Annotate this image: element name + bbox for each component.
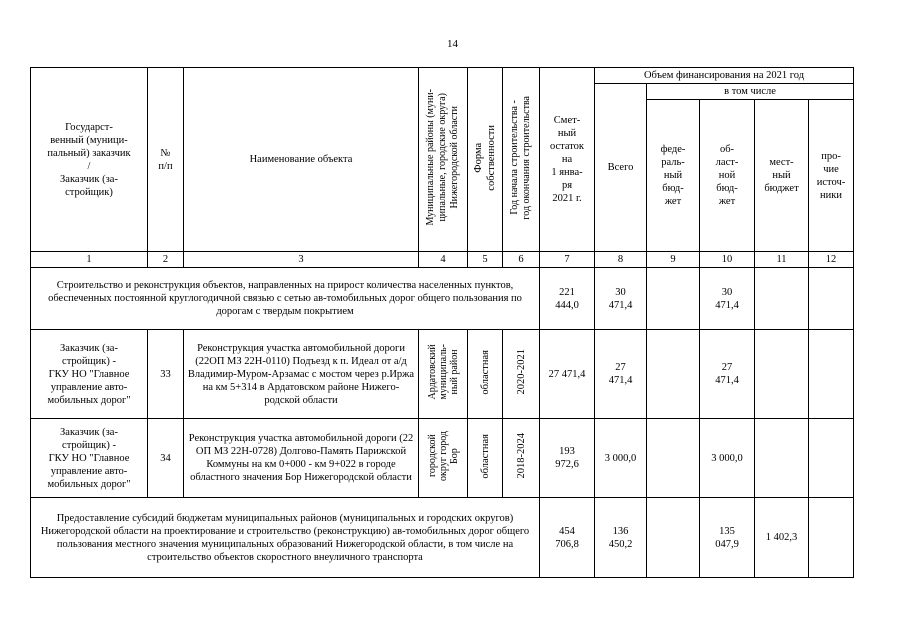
section-estimate: 221 444,0: [540, 268, 595, 330]
column-number: 6: [503, 252, 540, 268]
row-other: [809, 419, 854, 498]
row-federal: [647, 330, 700, 419]
row-federal: [647, 419, 700, 498]
column-number: 7: [540, 252, 595, 268]
row-total: 27 471,4: [595, 330, 647, 419]
header-regional: об- ласт- ной бюд- жет: [700, 100, 755, 252]
row-years: 2020-2021: [503, 330, 540, 419]
row-object: Реконструкция участка автомобильной дороги (22ОП МЗ 22Н-0110) Подъезд к п. Идеал от а/д Владимир-Муром-Арзамас с мостом через р.Иржа на км 5+314 в Ардатовском районе Нижего-родской области: [184, 330, 419, 419]
header-local: мест- ный бюджет: [755, 100, 809, 252]
section-title: Строительство и реконструкция объектов, направленных на прирост количества населенных пунктов, обеспеченных постоянной круглогодичной связью с сетью ав-томобильных дорог общего пользования по дорогам с твердым покрытием: [31, 268, 540, 330]
row-total: 3 000,0: [595, 419, 647, 498]
row-number: 34: [148, 419, 184, 498]
row-other: [809, 330, 854, 419]
column-number: 12: [809, 252, 854, 268]
row-district: городской округ город Бор: [419, 419, 468, 498]
section-row: [31, 498, 854, 578]
column-number: 3: [184, 252, 419, 268]
table-row: [31, 330, 854, 419]
section-local: [755, 268, 809, 330]
column-number: 1: [31, 252, 148, 268]
section-regional: 135 047,9: [700, 498, 755, 578]
section-other: [809, 268, 854, 330]
section-other: [809, 498, 854, 578]
section-estimate: 454 706,8: [540, 498, 595, 578]
column-number: 9: [647, 252, 700, 268]
header-federal: феде- раль- ный бюд- жет: [647, 100, 700, 252]
header-other: про- чие источ- ники: [809, 100, 854, 252]
header-customer: Государст- венный (муници- пальный) заказчик / Заказчик (за- стройщик): [31, 68, 148, 252]
header-including: в том числе: [647, 84, 854, 100]
row-ownership: областная: [468, 330, 503, 419]
column-number: 10: [700, 252, 755, 268]
row-regional: 3 000,0: [700, 419, 755, 498]
header-total: Всего: [595, 84, 647, 252]
row-local: [755, 419, 809, 498]
row-customer: Заказчик (за- стройщик) - ГКУ НО "Главное управление авто- мобильных дорог": [31, 330, 148, 419]
column-number: 8: [595, 252, 647, 268]
column-number: 4: [419, 252, 468, 268]
header-years: Год начала строительства - год окончания строительства: [503, 68, 540, 252]
header-number: № п/п: [148, 68, 184, 252]
section-federal: [647, 498, 700, 578]
row-number: 33: [148, 330, 184, 419]
header-object-name: Наименование объекта: [184, 68, 419, 252]
section-total: 136 450,2: [595, 498, 647, 578]
row-years: 2018-2024: [503, 419, 540, 498]
row-local: [755, 330, 809, 419]
table-row: [31, 419, 854, 498]
financing-table: [30, 67, 854, 578]
header-estimate: Смет- ный остаток на 1 янва- ря 2021 г.: [540, 68, 595, 252]
row-estimate: 27 471,4: [540, 330, 595, 419]
column-number-row: [31, 252, 854, 268]
row-district: Ардатовский муниципаль- ный район: [419, 330, 468, 419]
row-customer: Заказчик (за- стройщик) - ГКУ НО "Главное управление авто- мобильных дорог": [31, 419, 148, 498]
section-total: 30 471,4: [595, 268, 647, 330]
header-ownership: Форма собственности: [468, 68, 503, 252]
row-regional: 27 471,4: [700, 330, 755, 419]
row-ownership: областная: [468, 419, 503, 498]
section-title: Предоставление субсидий бюджетам муниципальных районов (муниципальных и городских округов) Нижегородской области на проектирование и строительство (реконструкцию) ав-томобильных дорог общего пользования местного значения муниципальных образований Нижегородской области, в том числе на строительство объектов скоростного внеуличного транспорта: [31, 498, 540, 578]
section-local: 1 402,3: [755, 498, 809, 578]
header-financing: Объем финансирования на 2021 год: [595, 68, 854, 84]
section-regional: 30 471,4: [700, 268, 755, 330]
column-number: 2: [148, 252, 184, 268]
row-object: Реконструкция участка автомобильной дороги (22 ОП МЗ 22Н-0728) Долгово-Память Парижской Коммуны на км 0+000 - км 9+022 в городе областного значения Бор Нижегородской области: [184, 419, 419, 498]
column-number: 11: [755, 252, 809, 268]
section-federal: [647, 268, 700, 330]
row-estimate: 193 972,6: [540, 419, 595, 498]
header-districts: Муниципальные районы (муни- ципальные, городские округа) Нижегородской области: [419, 68, 468, 252]
section-row: [31, 268, 854, 330]
page-number: 14: [447, 38, 458, 50]
column-number: 5: [468, 252, 503, 268]
